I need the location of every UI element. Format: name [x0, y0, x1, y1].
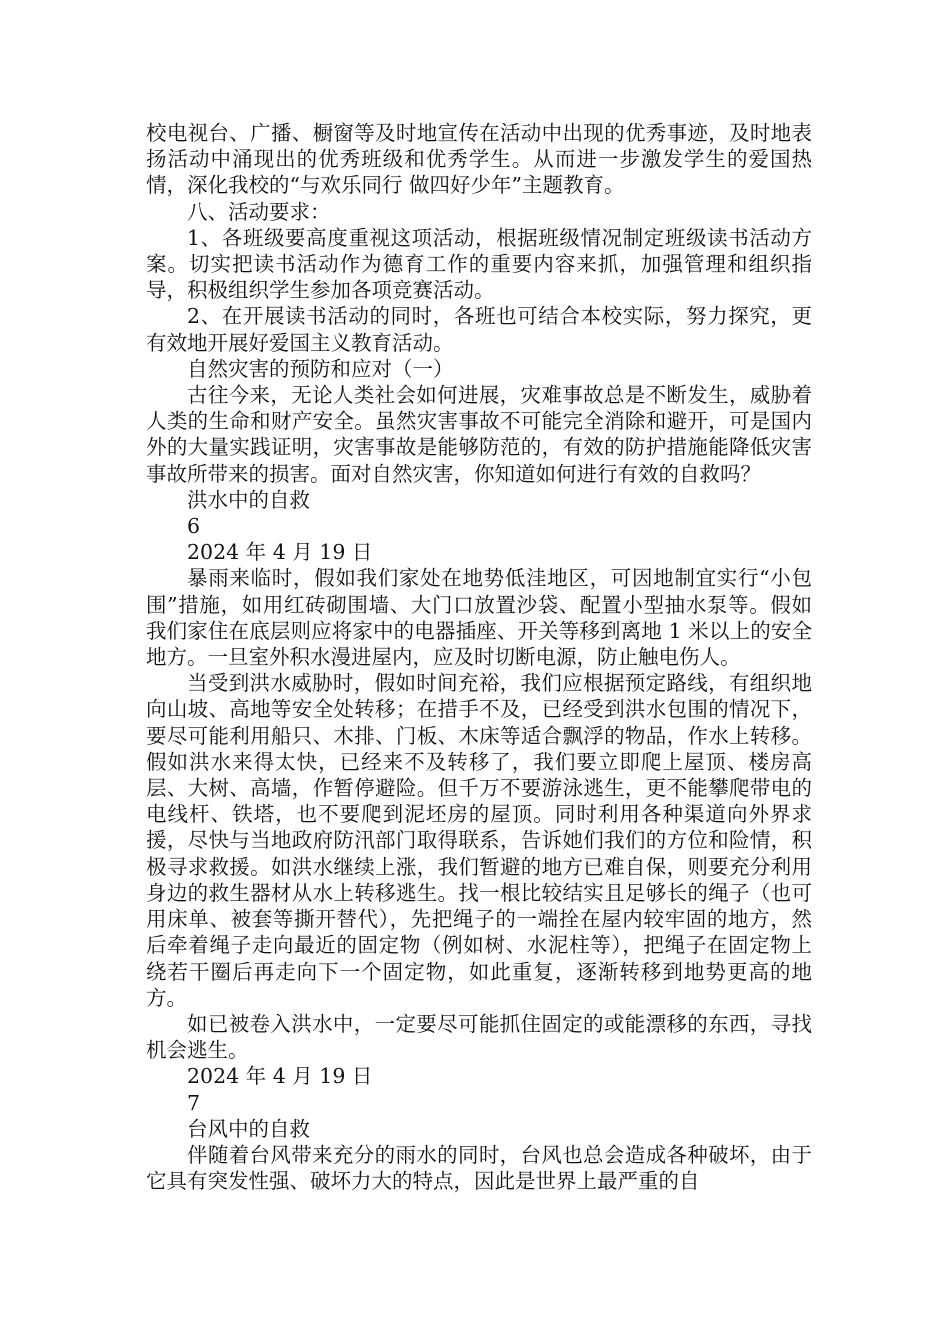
date-line-1: 2024 年 4 月 19 日: [187, 540, 373, 565]
section-heading-activity-requirements: 八、活动要求：: [187, 199, 331, 224]
typhoon-paragraph-1: 伴随着台风带来充分的雨水的同时，台风也总会造成各种破坏，由于它具有突发性强、破坏力大的特点，因此是世界上最严重的自: [146, 1142, 812, 1194]
section-title-natural-disasters: 自然灾害的预防和应对（一）: [187, 356, 454, 381]
heading-typhoon-self-rescue: 台风中的自救: [187, 1116, 310, 1141]
document-page: [146, 120, 812, 1194]
flood-paragraph-3: 如已被卷入洪水中，一定要尽可能抓住固定的或能漂移的东西，寻找机会逃生。: [146, 1011, 812, 1063]
page-number-7: 7: [187, 1090, 201, 1115]
requirement-2: 2、在开展读书活动的同时，各班也可结合本校实际，努力探究，更有效地开展好爱国主义教育活动。: [146, 304, 812, 355]
page-number-6: 6: [187, 514, 201, 539]
intro-paragraph: 古往今来，无论人类社会如何进展，灾难事故总是不断发生，威胁着人类的生命和财产安全。虽然灾害事故不可能完全消除和避开，可是国内外的大量实践证明，灾害事故是能够防范的，有效的防护措施能降低灾害事故所带来的损害。面对自然灾害，你知道如何进行有效的自救吗？: [146, 383, 812, 486]
paragraph-1: 校电视台、广播、橱窗等及时地宣传在活动中出现的优秀事迹，及时地表扬活动中涌现出的优秀班级和优秀学生。从而进一步激发学生的爱国热情，深化我校的“与欢乐同行 做四好少年”主题教育。: [146, 121, 812, 198]
flood-paragraph-2: 当受到洪水威胁时，假如时间充裕，我们应根据预定路线，有组织地向山坡、高地等安全处转移；在措手不及，已经受到洪水包围的情况下，要尽可能利用船只、木排、门板、木床等适合飘浮的物品，作水上转移。假如洪水来得太快，已经来不及转移了，我们要立即爬上屋顶、楼房高层、大树、高墙，作暂停避险。但千万不要游泳逃生，更不能攀爬带电的电线杆、铁塔，也不要爬到泥坯房的屋顶。同时利用各种渠道向外界求援，尽快与当地政府防汛部门取得联系，告诉她们我们的方位和险情，积极寻求救援。如洪水继续上涨，我们暂避的地方已难自保，则要充分利用身边的救生器材从水上转移逃生。找一根比较结实且足够长的绳子（也可用床单、被套等撕开替代），先把绳子的一端拴在屋内较牢固的地方，然后牵着绳子走向最近的固定物（例如树、水泥柱等），把绳子在固定物上绕若干圈后再走向下一个固定物，如此重复，逐渐转移到地势更高的地方。: [146, 671, 812, 1010]
requirement-1: 1、各班级要高度重视这项活动，根据班级情况制定班级读书活动方案。切实把读书活动作为德育工作的重要内容来抓，加强管理和组织指导，积极组织学生参加各项竞赛活动。: [146, 225, 812, 303]
heading-flood-self-rescue: 洪水中的自救: [187, 487, 310, 512]
flood-paragraph-1: 暴雨来临时，假如我们家处在地势低洼地区，可因地制宜实行“小包围”措施，如用红砖砌围墙、大门口放置沙袋、配置小型抽水泵等。假如我们家住在底层则应将家中的电器插座、开关等移到离地 1 米以上的安全地方。一旦室外积水漫进屋内，应及时切断电源，防止触电伤人。: [146, 566, 812, 670]
date-line-2: 2024 年 4 月 19 日: [187, 1064, 373, 1089]
